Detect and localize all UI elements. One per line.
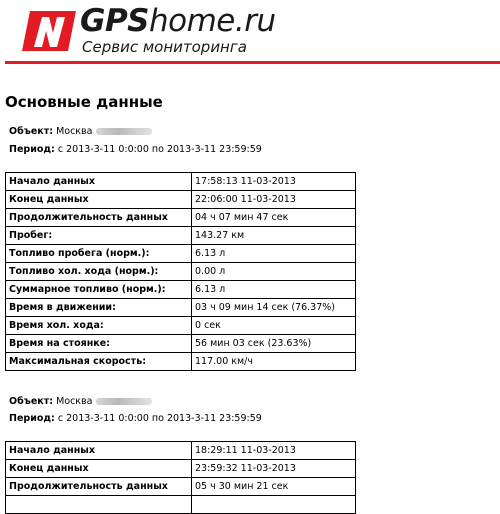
table-row	[6, 478, 356, 496]
page-title: Основные данные	[5, 93, 163, 111]
redacted-plate	[96, 128, 152, 135]
table-row	[6, 442, 356, 460]
table-row	[6, 299, 356, 317]
row-value: 56 мин 03 сек (23.63%)	[192, 335, 356, 353]
row-key: Суммарное топливо (норм.):	[6, 281, 192, 299]
table-row	[6, 209, 356, 227]
row-value: 6.13 л	[192, 245, 356, 263]
period-label: Период:	[9, 413, 55, 424]
row-key: Продолжительность данных	[6, 478, 192, 496]
object-line	[9, 126, 152, 138]
row-key: Продолжительность данных	[6, 209, 192, 227]
summary-table	[5, 172, 356, 371]
row-key: Топливо хол. хода (норм.):	[6, 263, 192, 281]
row-value: 117.00 км/ч	[192, 353, 356, 371]
table-row	[6, 191, 356, 209]
table-row	[6, 317, 356, 335]
table-row	[6, 245, 356, 263]
table-row	[6, 173, 356, 191]
row-value: 03 ч 09 мин 14 сек (76.37%)	[192, 299, 356, 317]
table-row	[6, 496, 356, 514]
site-header	[0, 0, 500, 66]
period-line	[9, 144, 262, 156]
table-row	[6, 353, 356, 371]
row-key: Начало данных	[6, 442, 192, 460]
row-value: 18:29:11 11-03-2013	[192, 442, 356, 460]
period-line	[9, 413, 262, 425]
row-value: 23:59:32 11-03-2013	[192, 460, 356, 478]
period-label: Период:	[9, 144, 55, 155]
period-value: с 2013-3-11 0:0:00 по 2013-3-11 23:59:59	[57, 144, 262, 155]
table-row	[6, 335, 356, 353]
row-key: Конец данных	[6, 191, 192, 209]
row-key	[6, 496, 192, 514]
row-key: Максимальная скорость:	[6, 353, 192, 371]
row-value: 6.13 л	[192, 281, 356, 299]
row-value: 17:58:13 11-03-2013	[192, 173, 356, 191]
redacted-plate	[96, 398, 152, 405]
gpshome-logo-icon[interactable]	[22, 9, 76, 53]
row-value: 22:06:00 11-03-2013	[192, 191, 356, 209]
object-label: Объект:	[9, 126, 54, 137]
table-row	[6, 227, 356, 245]
table-row	[6, 460, 356, 478]
header-divider	[5, 61, 500, 64]
row-key: Время хол. хода:	[6, 317, 192, 335]
object-label: Объект:	[9, 396, 54, 407]
brand-name[interactable]: GPShome.ru	[80, 3, 276, 39]
brand-tagline: Сервис мониторинга	[82, 38, 247, 56]
period-value: с 2013-3-11 0:0:00 по 2013-3-11 23:59:59	[57, 413, 262, 424]
row-value: 04 ч 07 мин 47 сек	[192, 209, 356, 227]
row-key: Время на стоянке:	[6, 335, 192, 353]
row-value: 0 сек	[192, 317, 356, 335]
row-key: Начало данных	[6, 173, 192, 191]
object-value: Москва	[56, 126, 93, 137]
row-key: Конец данных	[6, 460, 192, 478]
row-key: Топливо пробега (норм.):	[6, 245, 192, 263]
object-value: Москва	[56, 396, 93, 407]
row-key: Пробег:	[6, 227, 192, 245]
row-value	[192, 496, 356, 514]
summary-table	[5, 441, 356, 514]
row-value: 05 ч 30 мин 21 сек	[192, 478, 356, 496]
row-value: 143.27 км	[192, 227, 356, 245]
row-value: 0.00 л	[192, 263, 356, 281]
table-row	[6, 263, 356, 281]
object-line	[9, 396, 152, 408]
table-row	[6, 281, 356, 299]
row-key: Время в движении:	[6, 299, 192, 317]
